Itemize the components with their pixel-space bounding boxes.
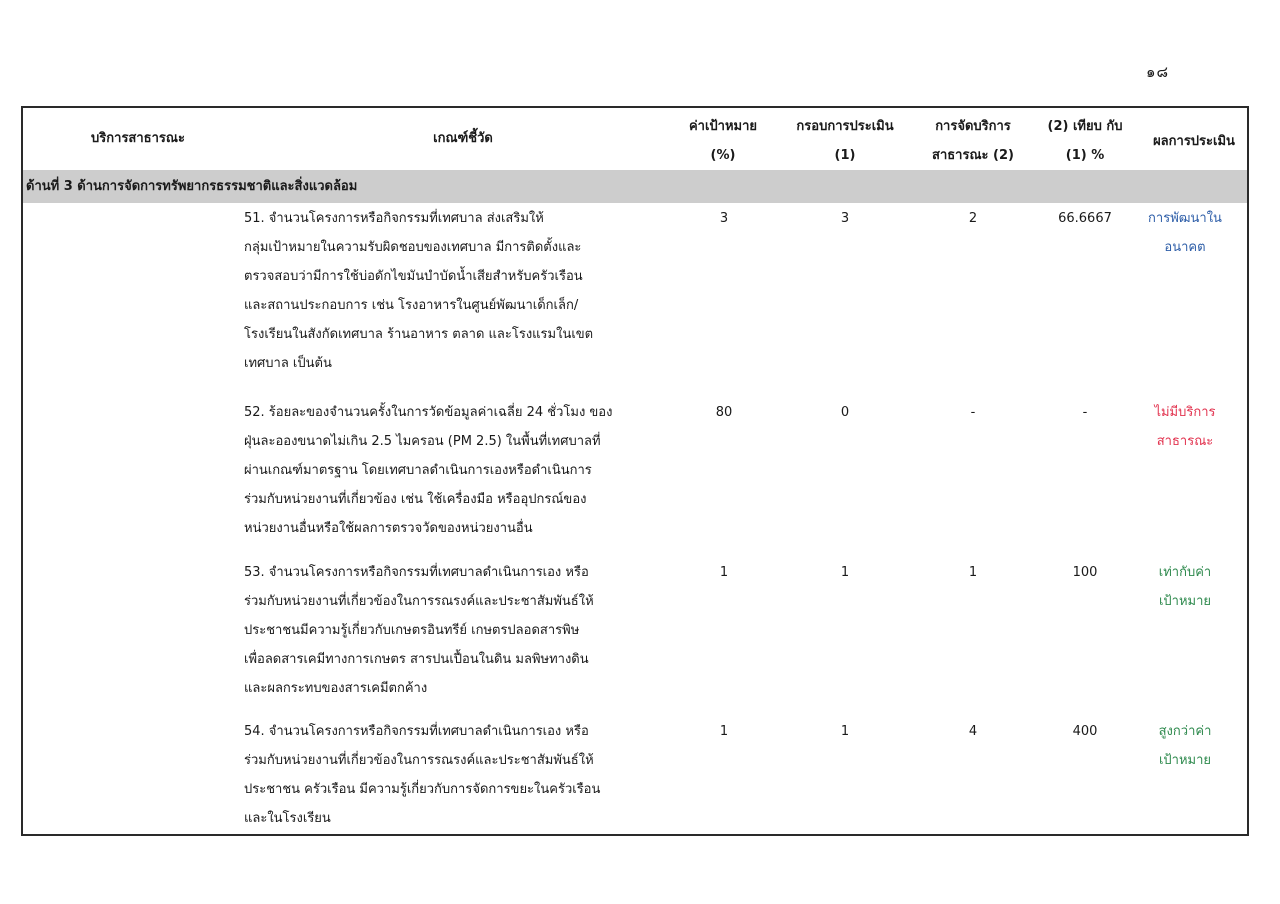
- indicator-line: และสถานประกอบการ เช่น โรงอาหารในศูนย์พัฒนาเด็กเล็ก/: [244, 298, 579, 313]
- header-service: บริการสาธารณะ: [91, 131, 185, 146]
- target-value: 1: [719, 724, 729, 739]
- compare-value: 66.6667: [1058, 211, 1112, 226]
- frame-value: 1: [840, 724, 850, 739]
- frame-value: 3: [840, 211, 850, 226]
- target-value: 3: [719, 211, 729, 226]
- result-line: สาธารณะ: [1156, 434, 1214, 449]
- target-value: 1: [719, 565, 729, 580]
- result-line: เป้าหมาย: [1158, 753, 1212, 768]
- result-line: เท่ากับค่า: [1158, 565, 1212, 580]
- provision-value: 2: [968, 211, 978, 226]
- provision-value: 1: [968, 565, 978, 580]
- result-status: [1140, 398, 1230, 456]
- provision-value: -: [970, 405, 976, 420]
- indicator-line: ประชาชน ครัวเรือน มีความรู้เกี่ยวกับการจัดการขยะในครัวเรือน: [244, 782, 601, 797]
- header-frame-line-1: กรอบการประเมิน: [796, 119, 894, 134]
- result-line: การพัฒนาใน: [1148, 211, 1222, 226]
- indicator-text: [244, 717, 674, 833]
- indicator-line: หน่วยงานอื่นหรือใช้ผลการตรวจวัดของหน่วยงานอื่น: [244, 521, 533, 536]
- compare-value: -: [1082, 405, 1088, 420]
- compare-value: 400: [1072, 724, 1098, 739]
- result-line: เป้าหมาย: [1158, 594, 1212, 609]
- indicator-line: และผลกระทบของสารเคมีตกค้าง: [244, 681, 428, 696]
- header-compare-line-1: (2) เทียบ กับ: [1047, 119, 1123, 134]
- header-indicator: เกณฑ์ชี้วัด: [433, 131, 493, 146]
- result-line: อนาคต: [1164, 240, 1206, 255]
- frame-value: 1: [840, 565, 850, 580]
- result-status: [1140, 204, 1230, 262]
- indicator-line: ร่วมกับหน่วยงานที่เกี่ยวข้อง เช่น ใช้เครื่องมือ หรืออุปกรณ์ของ: [244, 492, 587, 507]
- indicator-line: 52. ร้อยละของจำนวนครั้งในการวัดข้อมูลค่าเฉลี่ย 24 ชั่วโมง ของ: [244, 405, 613, 420]
- compare-value: 100: [1072, 565, 1098, 580]
- header-provision-line-1: การจัดบริการ: [935, 119, 1011, 134]
- evaluation-table: [21, 106, 1249, 836]
- indicator-line: เทศบาล เป็นต้น: [244, 356, 332, 371]
- indicator-line: โรงเรียนในสังกัดเทศบาล ร้านอาหาร ตลาด และโรงแรมในเขต: [244, 327, 594, 342]
- result-line: สูงกว่าค่า: [1158, 724, 1212, 739]
- result-status: [1140, 558, 1230, 616]
- indicator-line: กลุ่มเป้าหมายในความรับผิดชอบของเทศบาล มีการติดตั้งและ: [244, 240, 582, 255]
- provision-value: 4: [968, 724, 978, 739]
- indicator-line: ผ่านเกณฑ์มาตรฐาน โดยเทศบาลดำเนินการเองหรือดำเนินการ: [244, 463, 592, 478]
- result-line: ไม่มีบริการ: [1154, 405, 1216, 420]
- header-target-line-1: ค่าเป้าหมาย: [688, 119, 758, 134]
- header-target-line-2: (%): [710, 148, 736, 163]
- header-frame-line-2: (1): [834, 148, 856, 163]
- indicator-text: [244, 204, 674, 378]
- frame-value: 0: [840, 405, 850, 420]
- indicator-line: 53. จำนวนโครงการหรือกิจกรรมที่เทศบาลดำเนินการเอง หรือ: [244, 565, 589, 580]
- indicator-line: ร่วมกับหน่วยงานที่เกี่ยวข้องในการรณรงค์และประชาสัมพันธ์ให้: [244, 753, 594, 768]
- header-result: ผลการประเมิน: [1153, 134, 1235, 149]
- indicator-line: เพื่อลดสารเคมีทางการเกษตร สารปนเปื้อนในดิน มลพิษทางดิน: [244, 652, 589, 667]
- indicator-line: 54. จำนวนโครงการหรือกิจกรรมที่เทศบาลดำเนินการเอง หรือ: [244, 724, 589, 739]
- header-compare: [1035, 112, 1135, 170]
- header-compare-line-2: (1) %: [1065, 148, 1105, 163]
- indicator-line: ร่วมกับหน่วยงานที่เกี่ยวข้องในการรณรงค์และประชาสัมพันธ์ให้: [244, 594, 594, 609]
- result-status: [1140, 717, 1230, 775]
- indicator-line: และในโรงเรียน: [244, 811, 331, 826]
- header-target: [673, 112, 773, 170]
- indicator-text: [244, 398, 674, 543]
- indicator-text: [244, 558, 674, 703]
- page-number: ๑๘: [1146, 63, 1170, 81]
- header-frame: [781, 112, 909, 170]
- indicator-line: ตรวจสอบว่ามีการใช้บ่อดักไขมันบำบัดน้ำเสียสำหรับครัวเรือน: [244, 269, 583, 284]
- table-header-row: [23, 108, 1247, 170]
- indicator-line: ฝุ่นละอองขนาดไม่เกิน 2.5 ไมครอน (PM 2.5) ในพื้นที่เทศบาลที่: [244, 434, 601, 449]
- header-provision-line-2: สาธารณะ (2): [932, 148, 1014, 163]
- target-value: 80: [715, 405, 733, 420]
- indicator-line: ประชาชนมีความรู้เกี่ยวกับเกษตรอินทรีย์ เกษตรปลอดสารพิษ: [244, 623, 580, 638]
- section-title: ด้านที่ 3 ด้านการจัดการทรัพยากรธรรมชาติและสิ่งแวดล้อม: [23, 170, 1247, 203]
- indicator-line: 51. จำนวนโครงการหรือกิจกรรมที่เทศบาล ส่งเสริมให้: [244, 211, 544, 226]
- header-provision: [913, 112, 1033, 170]
